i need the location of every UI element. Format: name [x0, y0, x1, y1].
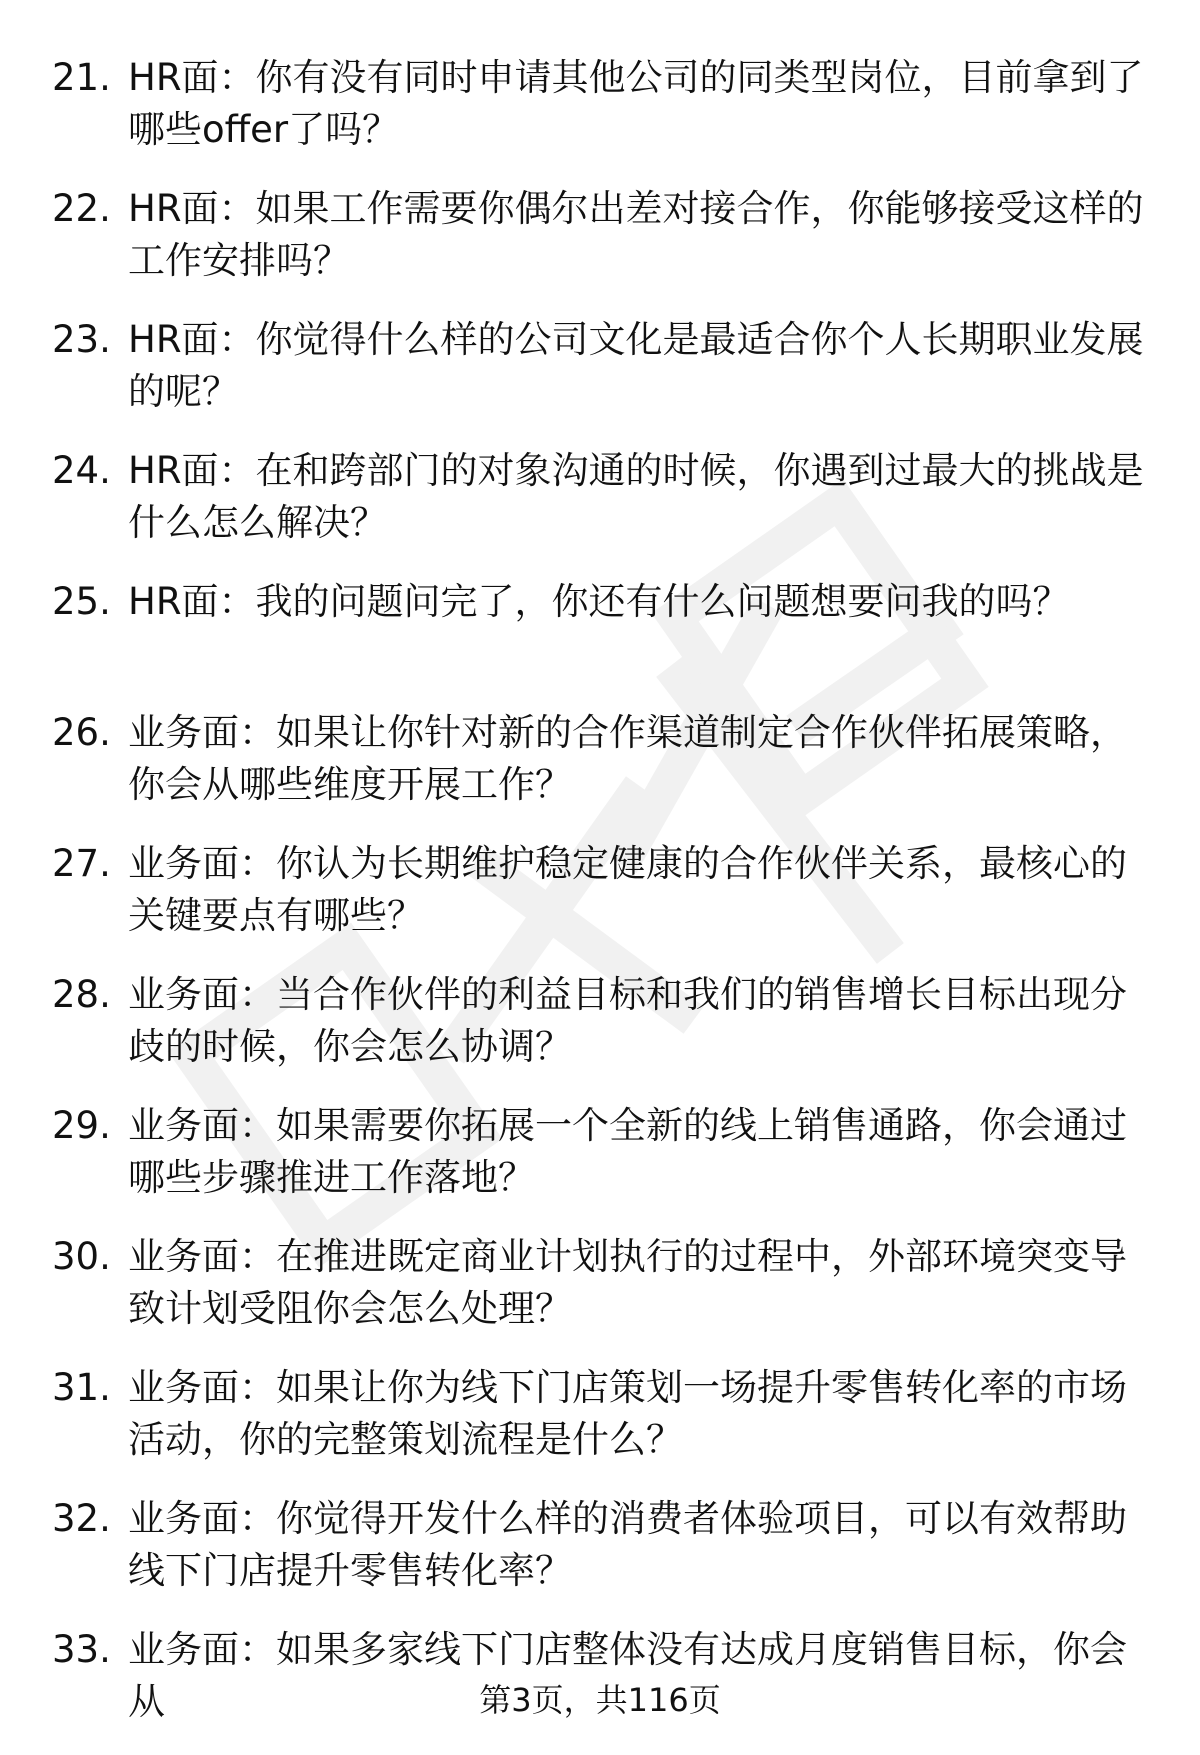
question-text: HR面：你有没有同时申请其他公司的同类型岗位，目前拿到了哪些offer了吗？	[128, 56, 1144, 151]
question-item	[0, 707, 1200, 838]
question-item	[0, 314, 1200, 445]
question-text: 业务面：当合作伙伴的利益目标和我们的销售增长目标出现分歧的时候，你会怎么协调？	[128, 973, 1127, 1068]
question-number: 28.	[52, 973, 111, 1016]
question-text: 业务面：你认为长期维护稳定健康的合作伙伴关系，最核心的关键要点有哪些？	[128, 842, 1127, 937]
question-text: HR面：你觉得什么样的公司文化是最适合你个人长期职业发展的呢？	[128, 318, 1144, 413]
question-number: 21.	[52, 56, 111, 99]
question-item	[0, 1100, 1200, 1231]
question-number: 31.	[52, 1366, 111, 1409]
question-item	[0, 1362, 1200, 1493]
question-number: 24.	[52, 449, 111, 492]
question-text: 业务面：如果多家线下门店整体没有达成月度销售目标，你会从	[128, 1628, 1127, 1723]
question-text: HR面：在和跨部门的对象沟通的时候，你遇到过最大的挑战是什么怎么解决？	[128, 449, 1144, 544]
question-number: 26.	[52, 711, 111, 754]
question-item	[0, 1231, 1200, 1362]
question-item	[0, 1493, 1200, 1624]
question-text: 业务面：如果让你为线下门店策划一场提升零售转化率的市场活动，你的完整策划流程是什么？	[128, 1366, 1127, 1461]
question-number: 29.	[52, 1104, 111, 1147]
page-number-footer: 第3页，共116页	[479, 1681, 721, 1719]
question-item	[0, 838, 1200, 969]
question-number: 22.	[52, 187, 111, 230]
question-text: 业务面：在推进既定商业计划执行的过程中，外部环境突变导致计划受阻你会怎么处理？	[128, 1235, 1127, 1330]
question-text: 业务面：如果需要你拓展一个全新的线上销售通路，你会通过哪些步骤推进工作落地？	[128, 1104, 1127, 1199]
question-text: HR面：我的问题问完了，你还有什么问题想要问我的吗？	[128, 580, 1070, 623]
question-item	[0, 183, 1200, 314]
question-number: 32.	[52, 1497, 111, 1540]
question-item	[0, 52, 1200, 183]
question-number: 30.	[52, 1235, 111, 1278]
question-item	[0, 576, 1200, 707]
question-number: 25.	[52, 580, 111, 623]
question-list	[0, 52, 1200, 1755]
question-text: 业务面：如果让你针对新的合作渠道制定合作伙伴拓展策略，你会从哪些维度开展工作？	[128, 711, 1127, 806]
question-number: 33.	[52, 1628, 111, 1671]
question-text: 业务面：你觉得开发什么样的消费者体验项目，可以有效帮助线下门店提升零售转化率？	[128, 1497, 1127, 1592]
question-item	[0, 969, 1200, 1100]
question-text: HR面：如果工作需要你偶尔出差对接合作，你能够接受这样的工作安排吗？	[128, 187, 1144, 282]
question-number: 23.	[52, 318, 111, 361]
question-item	[0, 445, 1200, 576]
question-number: 27.	[52, 842, 111, 885]
